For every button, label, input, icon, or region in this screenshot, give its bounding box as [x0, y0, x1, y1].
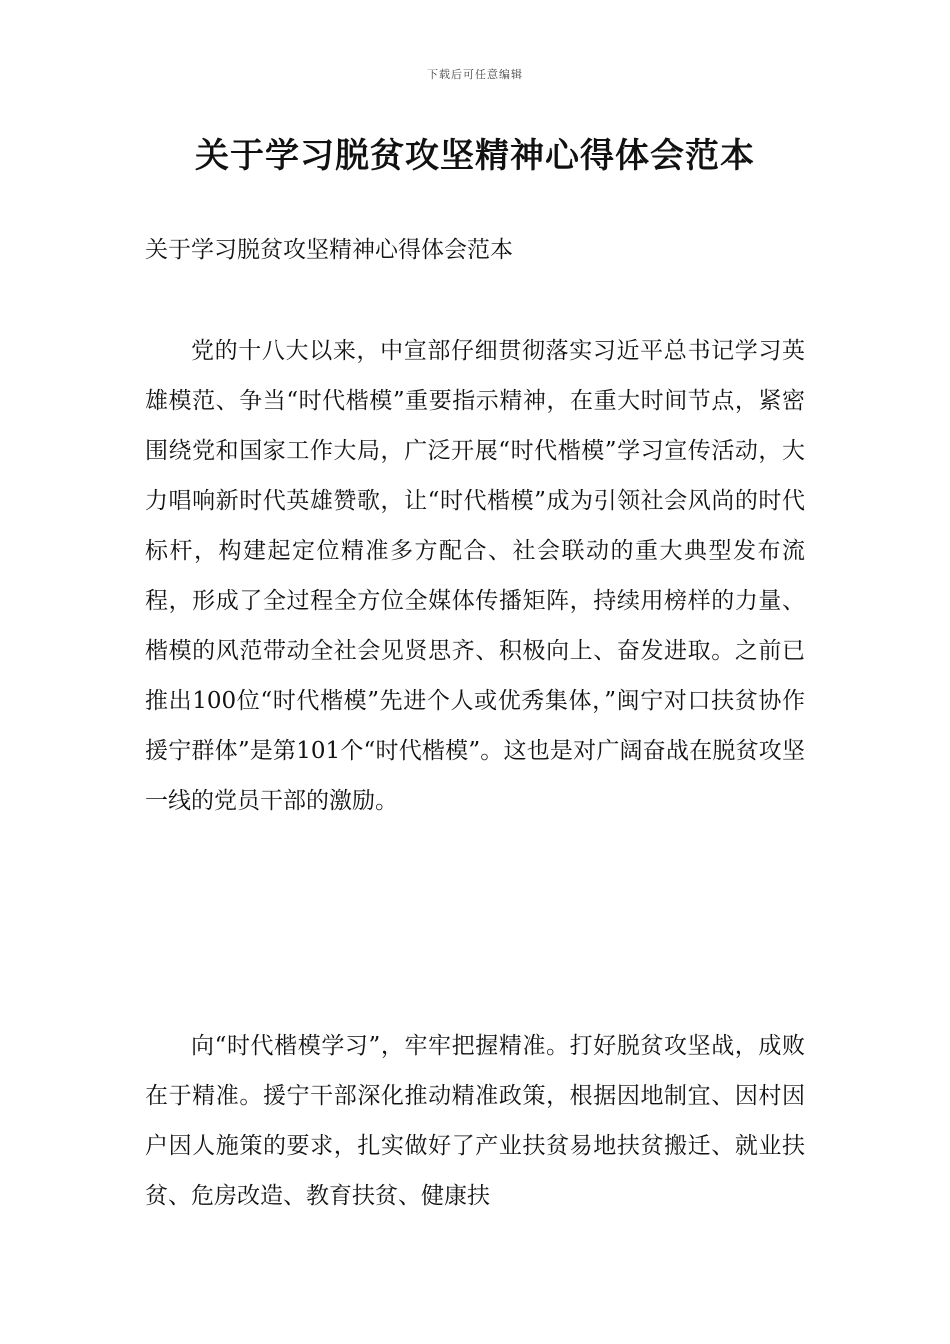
paragraph-1: 党的十八大以来，中宣部仔细贯彻落实习近平总书记学习英雄模范、争当“时代楷模”重要指示精神，在重大时间节点，紧密围绕党和国家工作大局，广泛开展“时代楷模”学习宣传活动，大力唱响新时代英雄赞歌，让“时代楷模”成为引领社会风尚的时代标杆，构建起定位精准多方配合、社会联动的重大典型发布流程，形成了全过程全方位全媒体传播矩阵，持续用榜样的力量、楷模的风范带动全社会见贤思齐、积极向上、奋发进取。之前已推出100位“时代楷模”先进个人或优秀集体，”闽宁对口扶贫协作援宁群体”是第101个“时代楷模”。这也是对广阔奋战在脱贫攻坚一线的党员干部的激励。: [145, 338, 805, 814]
document-title: 关于学习脱贫攻坚精神心得体会范本: [195, 136, 755, 176]
paragraph-2: 向“时代楷模学习”，牢牢把握精准。打好脱贫攻坚战，成败在于精准。援宁干部深化推动精准政策，根据因地制宜、因村因户因人施策的要求，扎实做好了产业扶贫易地扶贫搬迁、就业扶贫、危房改造、教育扶贫、健康扶: [145, 1033, 805, 1209]
document-subtitle: 关于学习脱贫攻坚精神心得体会范本: [145, 237, 513, 263]
header-note: 下载后可任意编辑: [427, 68, 523, 81]
